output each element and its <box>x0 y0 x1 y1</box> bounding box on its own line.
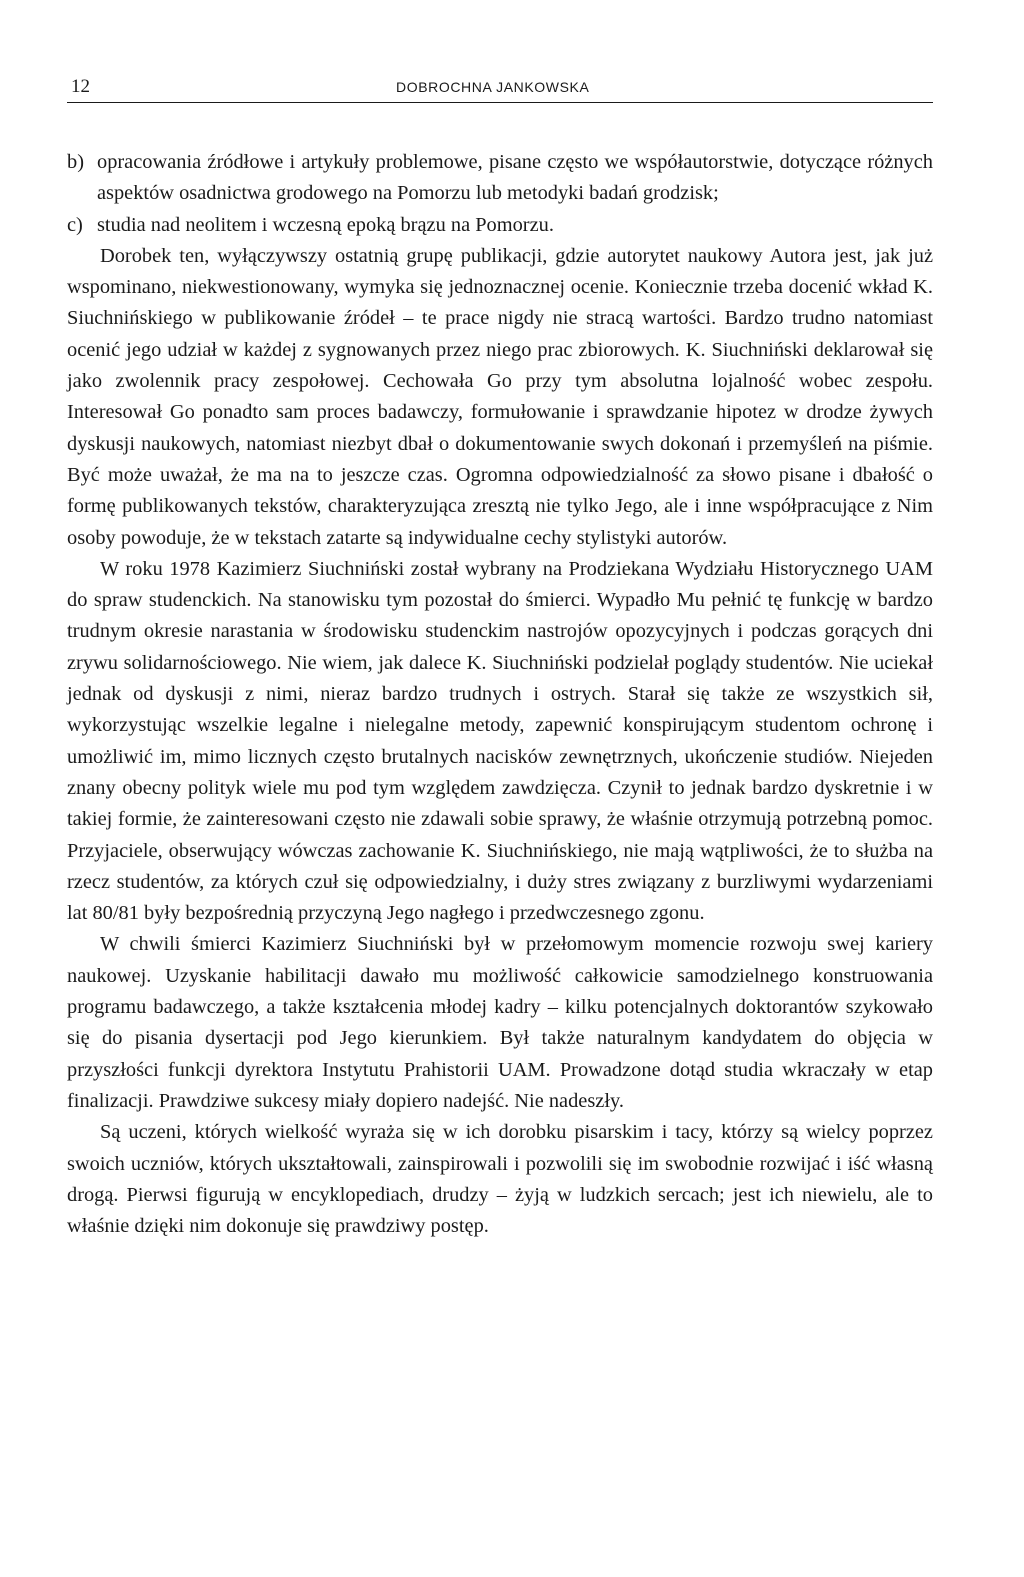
paragraph-2: W roku 1978 Kazimierz Siuchniński został wybrany na Prodziekana Wydziału Historycznego UAM do spraw studenckich. Na stanowisku tym pozostał do śmierci. Wypadło Mu pełnić tę funkcję w bardzo trudnym okresie narastania w środowisku studenckim nastrojów opozycyjnych i podczas gorących dni zrywu solidarnościowego. Nie wiem, jak dalece K. Siuchniński podzielał poglądy studentów. Nie uciekał jednak od dyskusji z nimi, nieraz bardzo trudnych i ostrych. Starał się także ze wszystkich sił, wykorzystując wszelkie legalne i nielegalne metody, zapewnić konspirującym studentom ochronę i umożliwić im, mimo licznych często brutalnych nacisków zewnętrznych, ukończenie studiów. Niejeden znany obecny polityk wiele mu pod tym względem zawdzięcza. Czynił to jednak bardzo dyskretnie i w takiej formie, że zainteresowani często nie zdawali sobie sprawy, że właśnie otrzymują potrzebną pomoc. Przyjaciele, obserwujący wówczas zachowanie K. Siuchnińskiego, nie mają wątpliwości, że to służba na rzecz studentów, za których czuł się odpowiedzialny, i duży stres związany z burzliwymi wydarzeniami lat 80/81 były bezpośrednią przyczyną Jego nagłego i przedwczesnego zgonu. <box>67 557 933 925</box>
paragraph-4: Są uczeni, których wielkość wyraża się w ich dorobku pisarskim i tacy, którzy są wielcy poprzez swoich uczniów, których ukształtowali, zainspirowali i pozwolili się im swobodnie rozwijać i iść własną drogą. Pierwsi figurują w encyklopediach, drudzy – żyją w ludzkich sercach; jest ich niewielu, ale to właśnie dzięki nim dokonuje się prawdziwy postęp. <box>67 1121 933 1238</box>
body-text <box>67 147 933 1242</box>
paragraph-3: W chwili śmierci Kazimierz Siuchniński był w przełomowym momencie rozwoju swej kariery naukowej. Uzyskanie habilitacji dawało mu możliwość całkowicie samodzielnego konstruowania programu badawczego, a także kształcenia młodej kadry – kilku potencjalnych doktorantów szykowało się do pisania dysertacji pod Jego kierunkiem. Był także naturalnym kandydatem do objęcia w przyszłości funkcji dyrektora Instytutu Prahistorii UAM. Prowadzone dotąd studia wkraczały w etap finalizacji. Prawdziwe sukcesy miały dopiero nadejść. Nie nadeszły. <box>67 933 933 1112</box>
list-item-text: studia nad neolitem i wczesną epoką brązu na Pomorzu. <box>97 213 554 236</box>
list-marker: b) <box>67 151 84 173</box>
list-item-text: opracowania źródłowe i artykuły problemowe, pisane często we współautorstwie, dotyczące różnych aspektów osadnictwa grodowego na Pomorzu lub metodyki badań grodzisk; <box>97 151 933 205</box>
header-rule <box>67 102 933 103</box>
list-marker: c) <box>67 213 83 236</box>
list-item-c <box>67 210 933 241</box>
list-item-b <box>67 147 933 210</box>
page-header <box>67 76 933 102</box>
paragraph-1: Dorobek ten, wyłączywszy ostatnią grupę publikacji, gdzie autorytet naukowy Autora jest, jak już wspominano, niekwestionowany, wymyka się jednoznacznej ocenie. Koniecznie trzeba docenić wkład K. Siuchnińskiego w publikowanie źródeł – te prace nigdy nie stracą wartości. Bardzo trudno natomiast ocenić jego udział w każdej z sygnowanych przez niego prac zbiorowych. K. Siuchniński deklarował się jako zwolennik pracy zespołowej. Cechowała Go przy tym absolutna lojalność wobec zespołu. Interesował Go ponadto sam proces badawczy, formułowanie i sprawdzanie hipotez w drodze żywych dyskusji naukowych, natomiast niezbyt dbał o dokumentowanie swych dokonań i przemyśleń na piśmie. Być może uważał, że ma na to jeszcze czas. Ogromna odpowiedzialność za słowo pisane i dbałość o formę publikowanych tekstów, charakteryzująca zresztą nie tylko Jego, ale i inne współpracujące z Nim osoby powoduje, że w tekstach zatarte są indywidualne cechy stylistyki autorów. <box>67 244 933 549</box>
running-head: DOBROCHNA JANKOWSKA <box>396 79 590 95</box>
page-number: 12 <box>71 76 90 97</box>
